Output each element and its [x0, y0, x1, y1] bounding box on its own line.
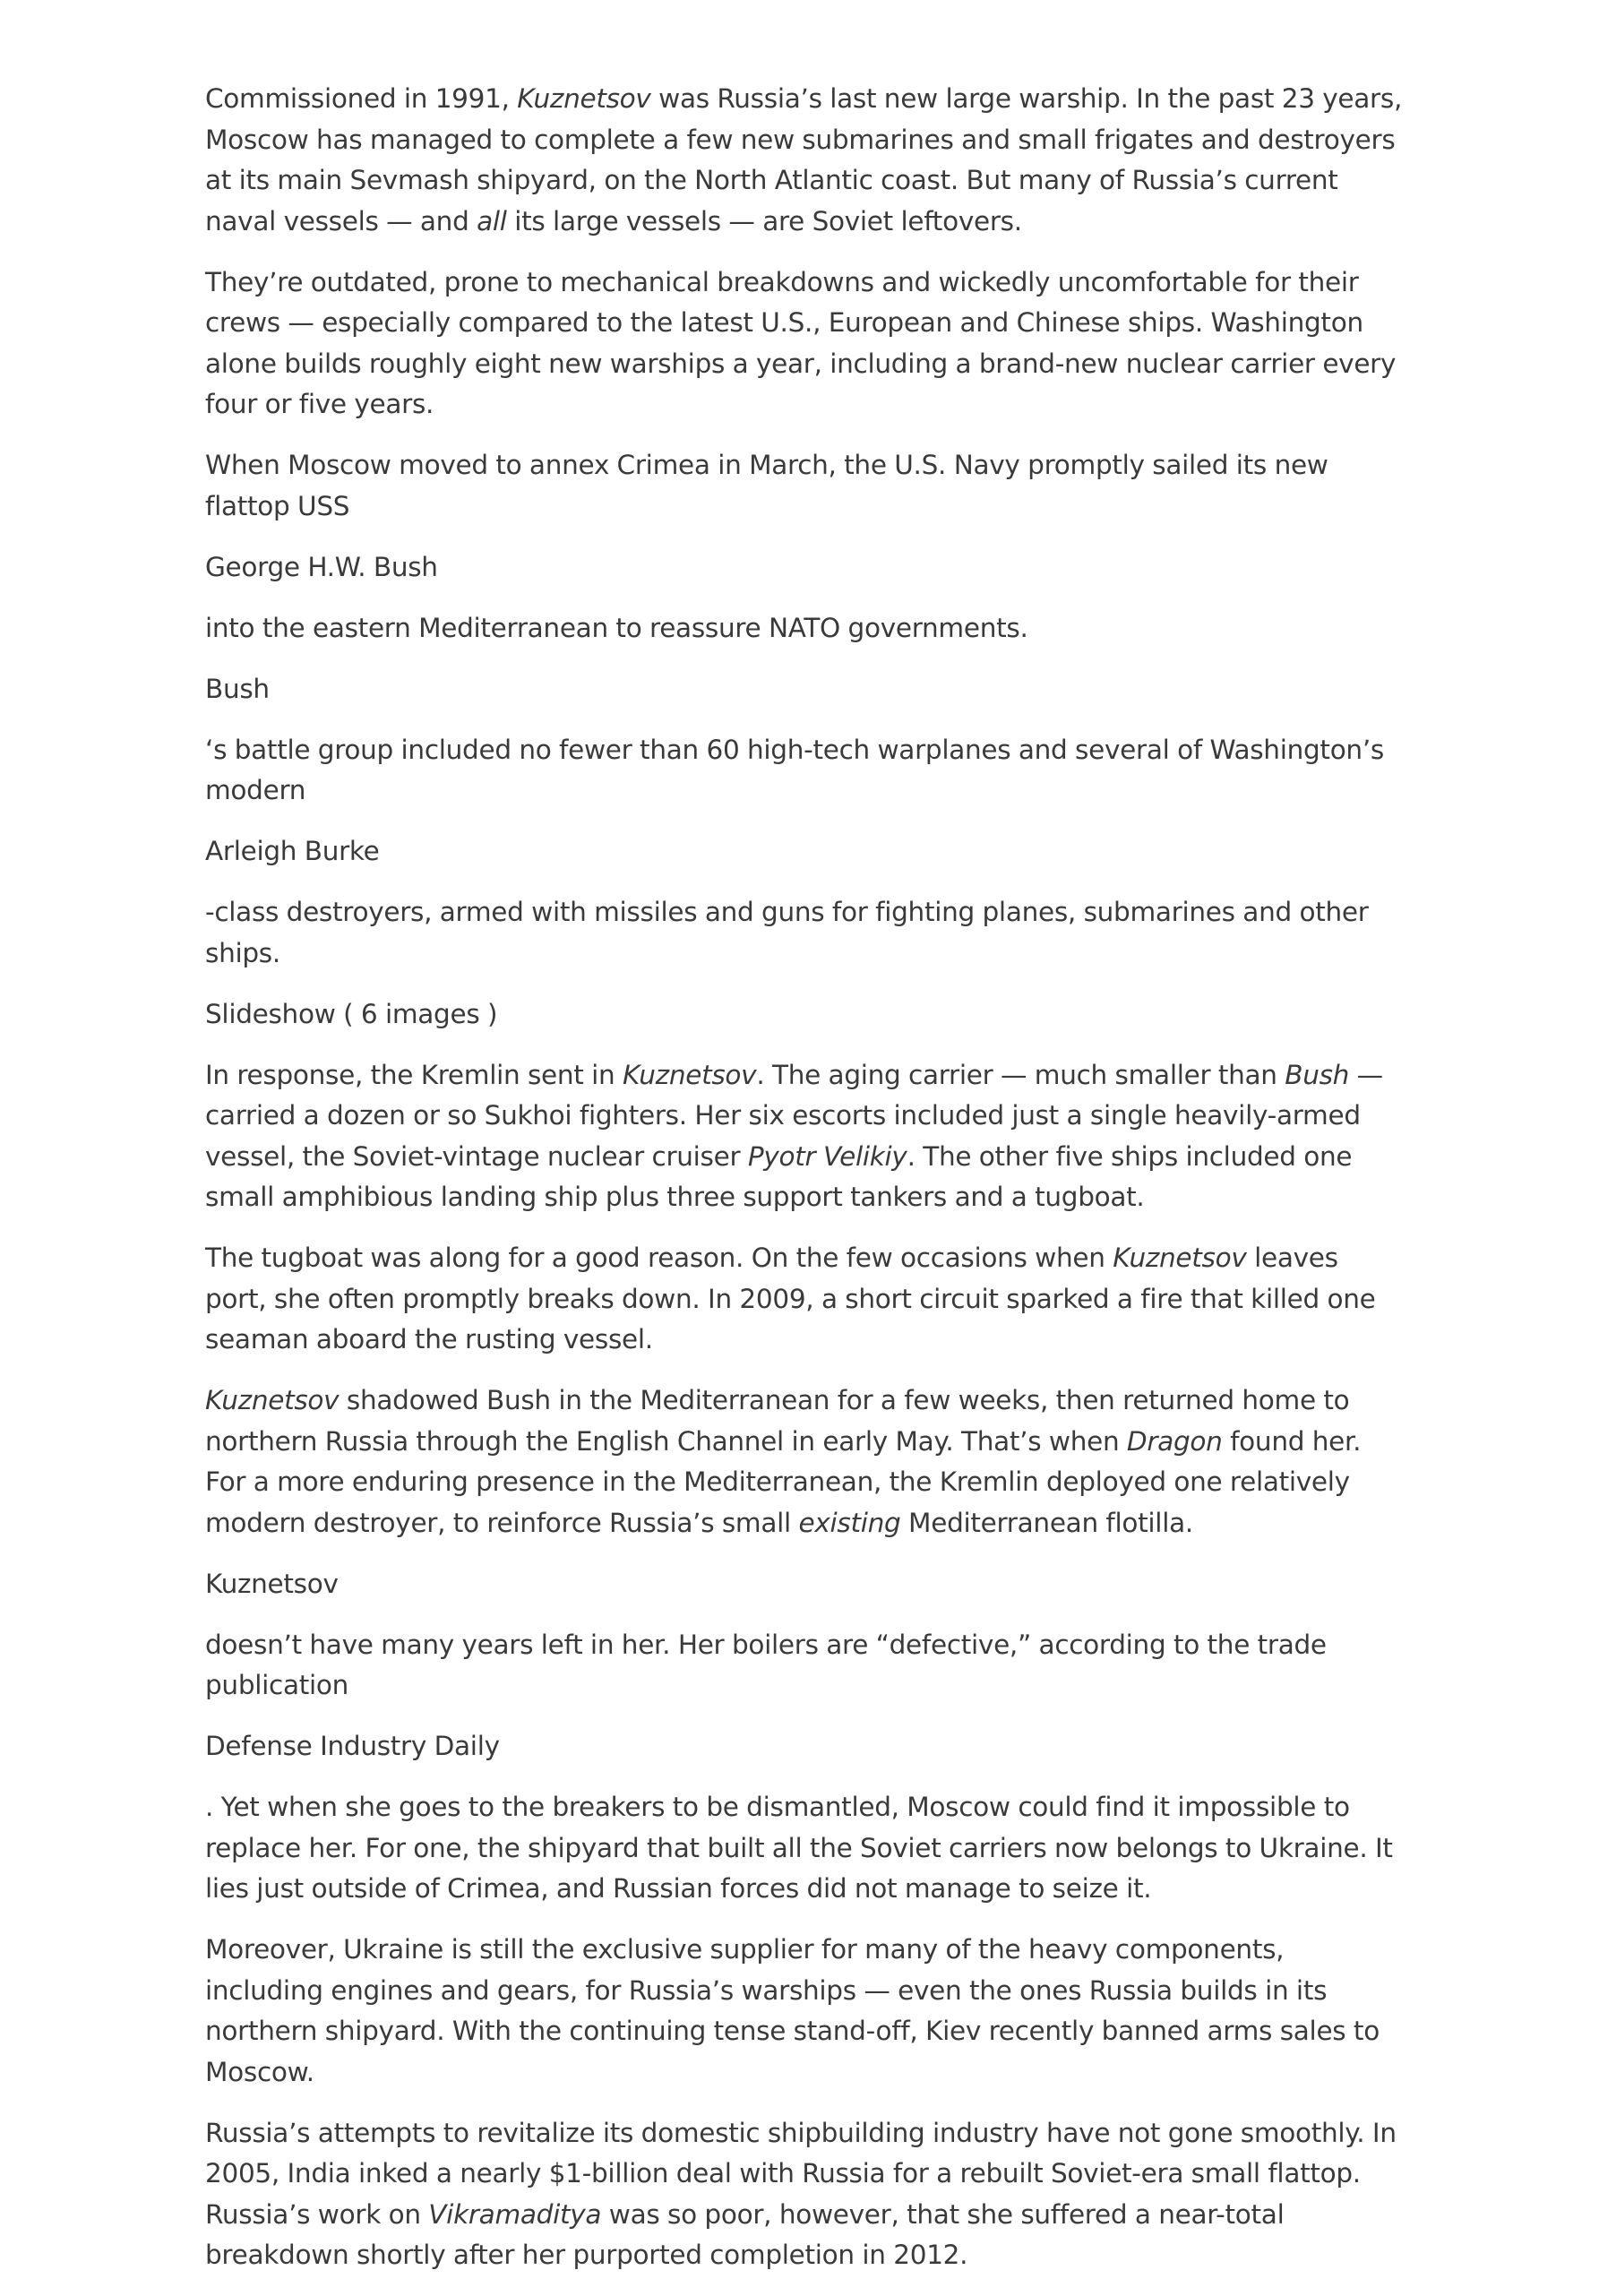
- text-run: Russia’s attempts to revitalize its domestic shipbuilding industry have not gone smoothly. In 2005, India inked a nearly $1-billion deal with Russia for a rebuilt Soviet-era small flattop. Russia’s work on: [205, 2117, 1397, 2230]
- emphasis: all: [477, 205, 507, 236]
- paragraph-15: doesn’t have many years left in her. Her boilers are “defective,” according to the trade publication: [205, 1629, 1327, 1700]
- paragraph-7: ‘s battle group included no fewer than 60 high-tech warplanes and several of Washington’s modern: [205, 734, 1384, 805]
- text-run: found her. For a more enduring presence in the Mediterranean, the Kremlin deployed one relatively modern destroyer, to reinforce Russia’s small: [205, 1425, 1362, 1538]
- article-body: [205, 79, 1406, 2296]
- emphasis: existing: [798, 1507, 901, 1538]
- paragraph-2: They’re outdated, prone to mechanical breakdowns and wickedly uncomfortable for their crews — especially compared to the latest U.S., European and Chinese ships. Washington alone builds roughly eight new warships a year, including a brand-new nuclear carrier every four or five years.: [205, 266, 1397, 419]
- ship-name: Kuznetsov: [1113, 1243, 1247, 1273]
- slideshow-label: Slideshow ( 6 images ): [205, 998, 498, 1029]
- ship-name: Pyotr Velikiy: [747, 1140, 907, 1172]
- paragraph-9: -class destroyers, armed with missiles and guns for fighting planes, submarines and other ships.: [205, 897, 1369, 968]
- ship-name: Kuznetsov: [205, 1385, 340, 1415]
- ship-class-fragment: Arleigh Burke: [205, 836, 380, 866]
- ship-name: Vikramaditya: [428, 2198, 602, 2230]
- ship-name: Dragon: [1126, 1425, 1223, 1457]
- ship-name-fragment: Bush: [205, 673, 270, 704]
- paragraph-11: [205, 1055, 1406, 1218]
- paragraph-3: When Moscow moved to annex Crimea in March, the U.S. Navy promptly sailed its new flattop USS: [205, 450, 1328, 521]
- paragraph-5: into the eastern Mediterranean to reassure NATO governments.: [205, 612, 1028, 643]
- text-run: was so poor, however, that she suffered a near-total breakdown shortly after her purported completion in 2012.: [205, 2198, 1285, 2270]
- text-run: Commissioned in 1991,: [205, 83, 518, 114]
- paragraph-13: [205, 1380, 1406, 1544]
- text-run: In response, the Kremlin sent in: [205, 1059, 623, 1090]
- text-run: . The aging carrier — much smaller than: [756, 1059, 1285, 1090]
- paragraph-1: [205, 79, 1406, 242]
- ship-name: Bush: [1285, 1059, 1350, 1090]
- ship-name: Kuznetsov: [517, 83, 651, 114]
- text-run: . The other five ships included one small amphibious landing ship plus three support tankers and a tugboat.: [205, 1140, 1353, 1212]
- text-run: was Russia’s last new large warship. In the past 23 years, Moscow has managed to complete a few new submarines and small frigates and destroyers at its main Sevmash shipyard, on the North Atlantic coast. But many of Russia’s current naval vessels — and: [205, 83, 1403, 236]
- ship-name: Kuznetsov: [623, 1059, 757, 1090]
- text-run: its large vessels — are Soviet leftovers.: [506, 205, 1022, 236]
- text-run: Mediterranean flotilla.: [900, 1507, 1193, 1538]
- ship-name-fragment: George H.W. Bush: [205, 551, 438, 582]
- text-run: — carried a dozen or so Sukhoi fighters. Her six escorts included just a single heavily-armed vessel, the Soviet-vintage nuclear cruiser: [205, 1059, 1383, 1172]
- paragraph-17: . Yet when she goes to the breakers to be dismantled, Moscow could find it impossible to replace her. For one, the shipyard that built all the Soviet carriers now belongs to Ukraine. It lies just outside of Crimea, and Russian forces did not manage to seize it.: [205, 1792, 1393, 1904]
- text-run: shadowed Bush in the Mediterranean for a few weeks, then returned home to northern Russia through the English Channel in early May. That’s when: [205, 1385, 1350, 1457]
- paragraph-18: Moreover, Ukraine is still the exclusive supplier for many of the heavy components, including engines and gears, for Russia’s warships — even the ones Russia builds in its northern shipyard. With the continuing tense stand-off, Kiev recently banned arms sales to Moscow.: [205, 1934, 1380, 2087]
- paragraph-19: [205, 2113, 1406, 2276]
- ship-name-fragment: Kuznetsov: [205, 1568, 339, 1599]
- text-run: leaves port, she often promptly breaks down. In 2009, a short circuit sparked a fire that killed one seaman aboard the rusting vessel.: [205, 1243, 1376, 1354]
- publication-name-fragment: Defense Industry Daily: [205, 1731, 500, 1761]
- text-run: The tugboat was along for a good reason. On the few occasions when: [205, 1243, 1113, 1273]
- paragraph-12: [205, 1238, 1406, 1361]
